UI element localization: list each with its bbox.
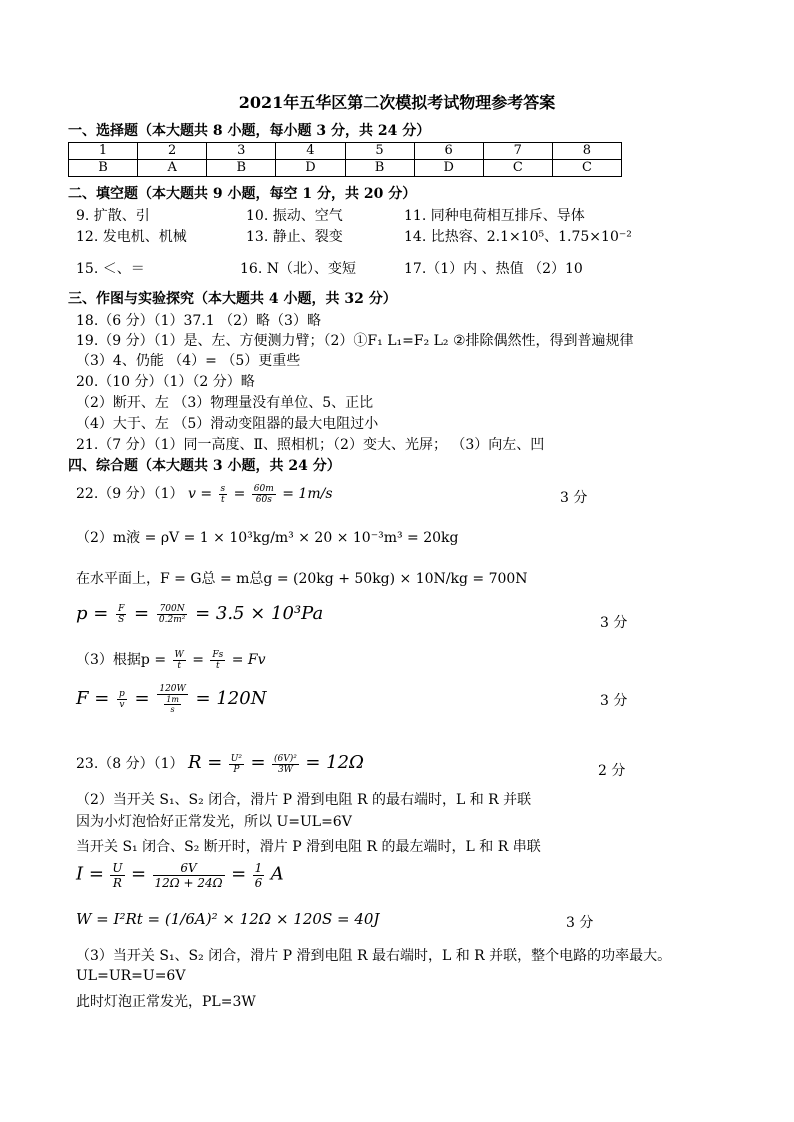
answer-q12: 12. 发电机、机械 xyxy=(76,229,187,245)
table-cell: D xyxy=(276,160,345,177)
table-cell: C xyxy=(552,160,621,177)
answer-q17: 17.（1）内 、热值 （2）10 xyxy=(404,261,583,277)
q22-prefix: 22.（9 分）（1） xyxy=(76,486,184,502)
answer-table xyxy=(68,142,622,177)
fraction-denominator: 0.2m² xyxy=(158,614,186,625)
q22-part2-force: 在水平面上，F = G总 = m总g = (20kg + 50kg) × 10N/kg = 700N xyxy=(76,571,528,587)
fraction-denominator: t xyxy=(221,494,225,505)
fraction-denominator xyxy=(157,695,187,714)
fraction-numerator: 60m xyxy=(253,483,274,494)
fraction-numerator: U² xyxy=(230,753,242,764)
answer-q20-line1: 20.（10 分）（1）（2 分）略 xyxy=(76,374,255,390)
q23-line7: （3）当开关 S₁、S₂ 闭合，滑片 P 滑到电阻 R 最右端时，L 和 R 并联，整个电路的功率最大。 xyxy=(76,948,672,964)
fraction-one-sixth xyxy=(253,861,265,890)
table-cell: 5 xyxy=(345,143,414,160)
answer-q19-line1: 19.（9 分）（1）是、左、方便测力臂；（2）①F₁ L₁=F₂ L₂ ②排除偶然性，得到普遍规律 xyxy=(76,333,634,349)
fraction-numerator: 1m xyxy=(166,695,179,704)
section-3-heading: 三、作图与实验探究（本大题共 4 小题，共 32 分） xyxy=(68,291,397,307)
q23-current: I = $\frac{U}{R}$ = $\frac{6V}{12\Omega + 24\Omega}$ = $\frac{1}{6}$ A xyxy=(76,861,284,890)
fraction-denominator: 60s xyxy=(255,494,272,505)
fraction-numerator: (6V)² xyxy=(274,753,297,764)
section-2-heading: 二、填空题（本大题共 9 小题，每空 1 分，共 20 分） xyxy=(68,186,417,202)
answer-table-answer-row xyxy=(69,160,622,177)
answer-q19-line2: （3）4、仍能 （4）= （5）更重些 xyxy=(76,353,301,369)
fraction-60m-over-60s xyxy=(252,484,276,505)
q22-part3-intro: （3）根据p = $\frac{W}{t}$ = $\frac{Fs}{t}$ = Fv xyxy=(76,649,266,671)
answer-q20-line3: （4）大于、左 （5）滑动变阻器的最大电阻过小 xyxy=(76,416,379,432)
score-label: 3 分 xyxy=(600,615,628,631)
q23-prefix: 23.（8 分）（1） xyxy=(76,756,184,772)
fraction-numerator: U xyxy=(112,861,123,875)
fraction-Fs-over-t xyxy=(210,650,225,671)
fraction-denominator: t xyxy=(216,660,220,671)
fraction-denominator: s xyxy=(170,705,175,714)
fraction-6V-over-sum xyxy=(153,861,225,890)
table-cell: C xyxy=(483,160,552,177)
answer-q16: 16. N（北）、变短 xyxy=(240,261,356,277)
score-label: 3 分 xyxy=(600,693,628,709)
document-title: 2021年五华区第二次模拟考试物理参考答案 xyxy=(238,93,556,112)
pressure-result: = 3.5 × 10³Pa xyxy=(195,603,324,624)
fraction-U-over-R xyxy=(110,861,124,890)
q22-part3-prefix: （3）根据p = xyxy=(76,652,167,668)
fraction-numerator: Fs xyxy=(212,649,224,660)
fraction-120W-over-speed xyxy=(157,684,187,714)
q23-line2: （2）当开关 S₁、S₂ 闭合，滑片 P 滑到电阻 R 的最右端时，L 和 R 并联 xyxy=(76,792,532,808)
fraction-numerator: W xyxy=(174,649,184,660)
table-cell: D xyxy=(414,160,483,177)
answer-q11: 11. 同种电荷相互排斥、导体 xyxy=(404,208,585,224)
fraction-numerator: 1 xyxy=(254,861,263,875)
force-result: = 120N xyxy=(195,688,267,709)
current-unit: A xyxy=(270,863,284,885)
q23-line8: UL=UR=U=6V xyxy=(76,968,186,984)
force-lhs: F = xyxy=(76,688,110,709)
score-label: 3 分 xyxy=(566,915,594,931)
fraction-F-over-S xyxy=(116,604,126,625)
table-cell: 4 xyxy=(276,143,345,160)
fraction-p-over-v xyxy=(117,689,127,710)
table-cell: 6 xyxy=(414,143,483,160)
table-cell: 2 xyxy=(138,143,207,160)
table-cell: B xyxy=(69,160,138,177)
resistance-lhs: R = xyxy=(187,752,223,773)
fraction-W-over-t xyxy=(173,650,186,671)
fraction-1m-over-s xyxy=(164,695,181,714)
answer-q21: 21.（7 分）（1）同一高度、Ⅱ、照相机；（2）变大、光屏； （3）向左、凹 xyxy=(76,437,545,453)
q23-work: W = I²Rt = (1/6A)² × 12Ω × 120S = 40J xyxy=(76,910,380,928)
answer-table-number-row xyxy=(69,143,622,160)
table-cell: 1 xyxy=(69,143,138,160)
fraction-700N-over-area xyxy=(157,604,187,625)
q22-part2-mass: （2）m液 = ρV = 1 × 10³kg/m³ × 20 × 10⁻³m³ = 20kg xyxy=(76,530,459,546)
fraction-denominator: R xyxy=(112,876,122,890)
section-1-heading: 一、选择题（本大题共 8 小题，每小题 3 分，共 24 分） xyxy=(68,123,431,139)
q22-part3-suffix: = Fv xyxy=(231,652,266,668)
fraction-numerator: 120W xyxy=(159,684,186,694)
fraction-denominator: t xyxy=(177,660,181,671)
fraction-denominator: P xyxy=(233,764,240,775)
table-cell: 7 xyxy=(483,143,552,160)
fraction-denominator: v xyxy=(119,699,125,710)
fraction-numerator: s xyxy=(220,483,226,494)
q22-pressure: p = $\frac{F}{S}$ = $\frac{700N}{\text{0.2m²}}$ = 3.5 × 10³Pa xyxy=(76,603,324,625)
table-cell: B xyxy=(207,160,276,177)
fraction-denominator: 3W xyxy=(277,764,293,775)
score-label: 3 分 xyxy=(560,490,588,506)
q23-line9: 此时灯泡正常发光，PL=3W xyxy=(76,994,256,1010)
fraction-numerator: F xyxy=(118,603,125,614)
fraction-numerator: 700N xyxy=(157,604,187,615)
answer-q9: 9. 扩散、引 xyxy=(76,208,150,224)
table-cell: A xyxy=(138,160,207,177)
pressure-lhs: p = xyxy=(76,603,109,624)
fraction-U2-over-P xyxy=(229,754,244,775)
answer-q14: 14. 比热容、2.1×10⁵、1.75×10⁻² xyxy=(404,229,632,245)
q22-force: F = $\frac{p}{v}$ = $\frac{120W}{\frac{1m}{s}}$ = 120N xyxy=(76,684,267,714)
q23-line4: 当开关 S₁ 闭合、S₂ 断开时，滑片 P 滑到电阻 R 的最左端时，L 和 R 串联 xyxy=(76,839,541,855)
answer-q20-line2: （2）断开、左 （3）物理量没有单位、5、正比 xyxy=(76,395,374,411)
velocity-result: = 1m/s xyxy=(282,486,333,502)
fraction-s-over-t xyxy=(219,484,228,505)
fraction-6V2-over-3W xyxy=(272,754,299,775)
answer-q10: 10. 振动、空气 xyxy=(246,208,343,224)
fraction-denominator: 12Ω + 24Ω xyxy=(154,876,223,890)
answer-q18: 18.（6 分）（1）37.1 （2）略（3）略 xyxy=(76,313,321,329)
table-cell: 8 xyxy=(552,143,621,160)
resistance-result: = 12Ω xyxy=(305,752,364,773)
section-4-heading: 四、综合题（本大题共 3 小题，共 24 分） xyxy=(68,458,341,474)
fraction-denominator: 6 xyxy=(254,876,263,890)
answer-q13: 13. 静止、裂变 xyxy=(246,229,343,245)
answer-q15: 15. ＜、＝ xyxy=(76,261,145,277)
fraction-denominator: S xyxy=(118,614,125,625)
current-lhs: I = xyxy=(76,863,104,885)
table-cell: 3 xyxy=(207,143,276,160)
q22-part1: 22.（9 分）（1） v = $\frac{s}{t}$ = $\frac{60m}{60s}$ = 1m/s xyxy=(76,483,333,505)
table-cell: B xyxy=(345,160,414,177)
q23-part1: 23.（8 分）（1） R = $\frac{\text{U²}}{P}$ = $\frac{\text{(6V)²}}{3W}$ = 12Ω xyxy=(76,752,364,775)
fraction-numerator: p xyxy=(119,688,125,699)
fraction-numerator: 6V xyxy=(153,861,225,876)
velocity-label: v = xyxy=(187,486,217,502)
q23-line3: 因为小灯泡恰好正常发光，所以 U=UL=6V xyxy=(76,814,352,830)
score-label: 2 分 xyxy=(598,763,626,779)
